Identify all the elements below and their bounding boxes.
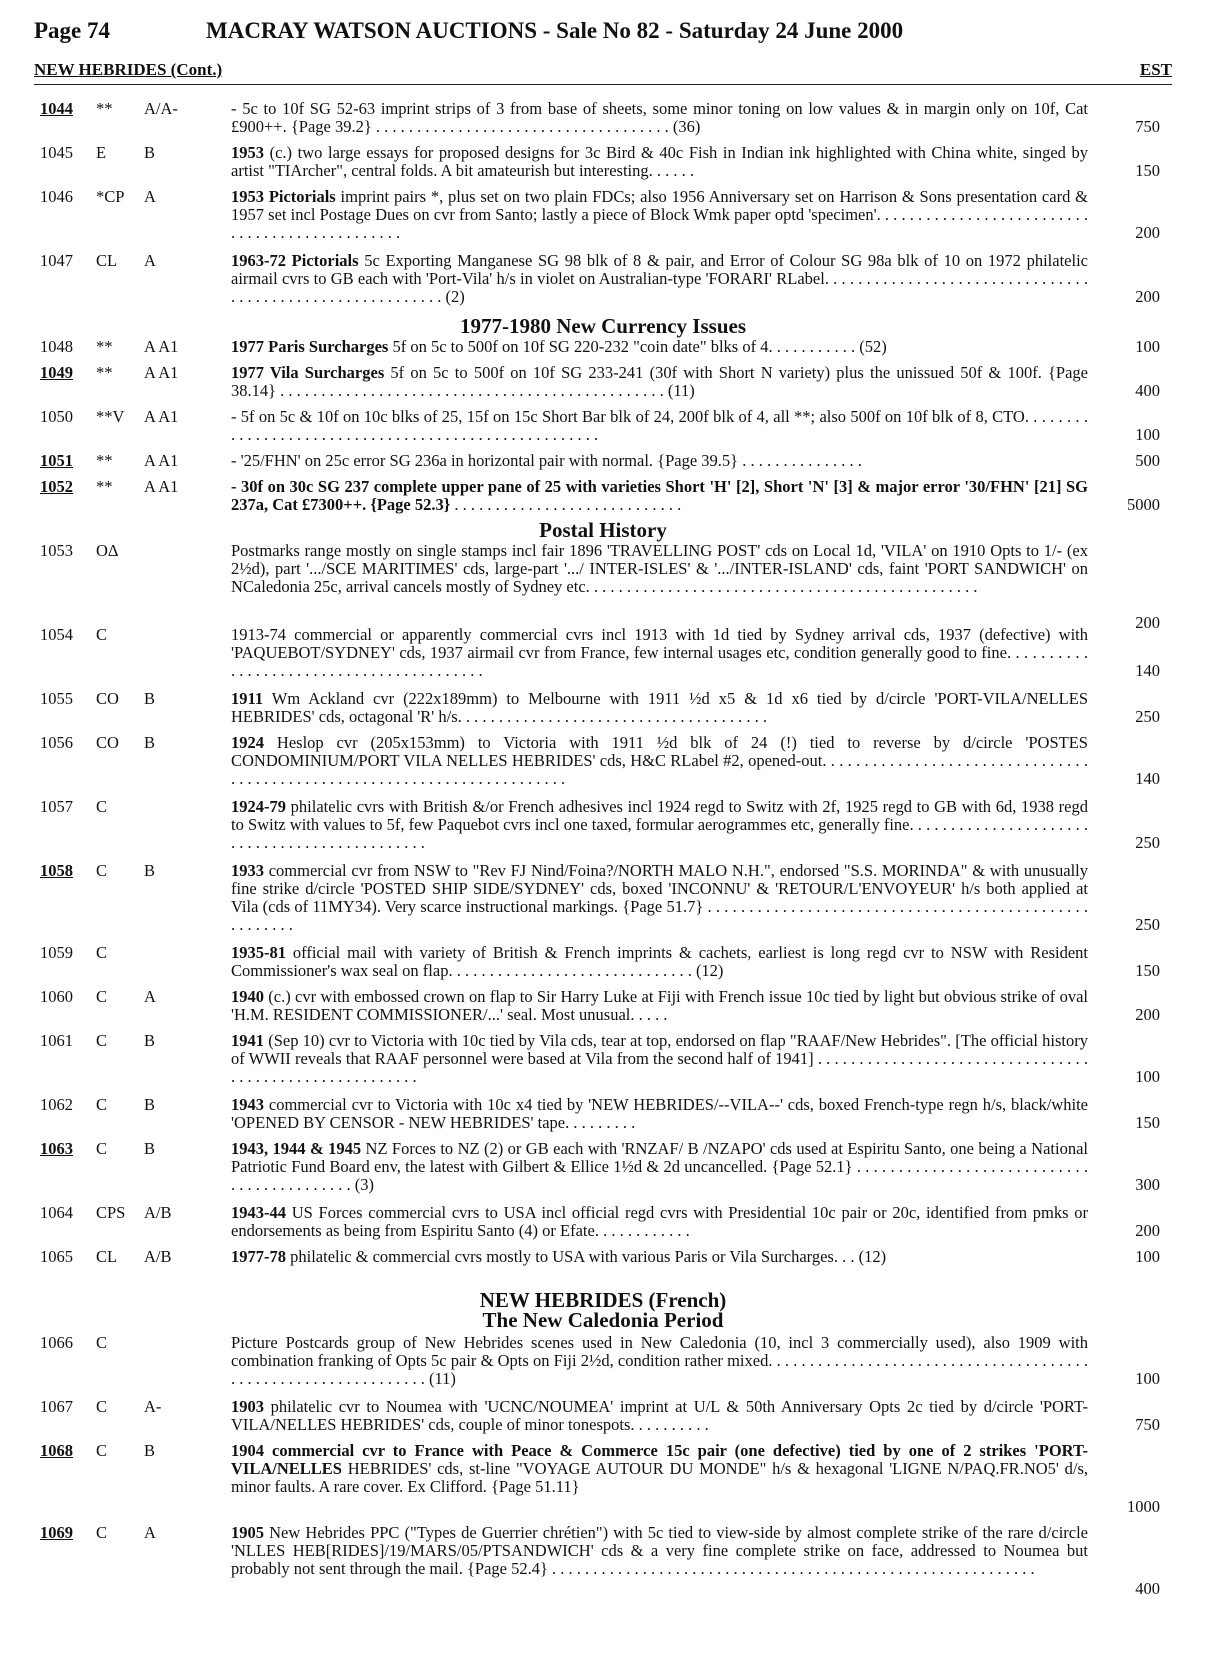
lot-condition: ** bbox=[96, 477, 113, 496]
lot-description: 1941 (Sep 10) cvr to Victoria with 10c tied by Vila cds, tear at top, endorsed on flap "RAAF/New Hebrides". [The official history of WWII reveals that RAAF personnel were based at Vila from the second half of 1941] . . . . . . . . . . . . . . . . . . . . . . . . . . . . . . . . . . . . . . . . . . . . . . . . . . . . . . . . bbox=[231, 1031, 1088, 1086]
lot-estimate: 100 bbox=[1135, 425, 1160, 444]
lot-condition: *CP bbox=[96, 187, 125, 206]
lot-number: 1065 bbox=[40, 1247, 73, 1266]
lot-condition: CO bbox=[96, 733, 119, 752]
lot-grade: B bbox=[144, 689, 156, 708]
section-heading-postal-history: Postal History bbox=[539, 518, 667, 542]
lot-condition: C bbox=[96, 625, 108, 644]
lot-grade: A A1 bbox=[144, 407, 179, 426]
lot-grade: A A1 bbox=[144, 363, 179, 382]
lot-condition: ** bbox=[96, 99, 113, 118]
lot-condition: C bbox=[96, 1031, 108, 1050]
lot-number: 1052 bbox=[40, 477, 73, 496]
lot-description: 1943, 1944 & 1945 NZ Forces to NZ (2) or GB each with 'RNZAF/ B /NZAPO' cds used at Espiritu Santo, one being a National Patriotic Fund Board env, the latest with Gilbert & Ellice 1½d & 2d uncancelled. {Page 52.1} . . . . . . . . . . . . . . . . . . . . . . . . . . . . . . . . . . . . . . . . . . . (3) bbox=[231, 1139, 1088, 1194]
page-header bbox=[34, 18, 1172, 48]
lot-grade: A A1 bbox=[144, 477, 179, 496]
lot-condition: C bbox=[96, 861, 108, 880]
lot-number: 1069 bbox=[40, 1523, 73, 1542]
lot-grade: B bbox=[144, 733, 156, 752]
lot-number: 1063 bbox=[40, 1139, 73, 1158]
lot-description: 1911 Wm Ackland cvr (222x189mm) to Melbourne with 1911 ½d x5 & 1d x6 tied by d/circle 'PORT-VILA/NELLES HEBRIDES' cds, octagonal 'R' h/s. . . . . . . . . . . . . . . . . . . . . . . . . . . . . . . . . . . . . . bbox=[231, 689, 1088, 726]
lot-condition: CL bbox=[96, 1247, 118, 1266]
lot-estimate: 140 bbox=[1135, 769, 1160, 788]
lot-condition: CPS bbox=[96, 1203, 126, 1222]
lot-grade: A bbox=[144, 1523, 156, 1542]
lot-condition: CL bbox=[96, 251, 118, 270]
lot-estimate: 200 bbox=[1135, 287, 1160, 306]
header-rule bbox=[34, 84, 1172, 85]
lot-description: 1924-79 philatelic cvrs with British &/or French adhesives incl 1924 regd to Switz with 2f, 1925 regd to GB with 6d, 1938 regd to Switz with values to 5f, few Paquebot cvrs incl one taxed, formular aerogrammes etc, generally fine. . . . . . . . . . . . . . . . . . . . . . . . . . . . . . . . . . . . . . . . . . . . . . bbox=[231, 797, 1088, 852]
section-header bbox=[34, 60, 1172, 80]
lot-estimate: 1000 bbox=[1127, 1497, 1160, 1516]
lot-grade: A/A- bbox=[144, 99, 178, 118]
lot-description: 1953 (c.) two large essays for proposed designs for 3c Bird & 40c Fish in Indian ink highlighted with China white, singed by artist "TIArcher", central folds. A bit amateurish but interesting. . . . . . bbox=[231, 143, 1088, 180]
lot-estimate: 100 bbox=[1135, 337, 1160, 356]
lot-estimate: 750 bbox=[1135, 1415, 1160, 1434]
lot-description: 1953 Pictorials imprint pairs *, plus set on two plain FDCs; also 1956 Anniversary set on Harrison & Sons presentation card & 1957 set incl Postage Dues on cvr from Santo; lastly a piece of Block Wmk paper optd 'specimen'. . . . . . . . . . . . . . . . . . . . . . . . . . . . . . . . . . . . . . . . . . . . . . . bbox=[231, 187, 1088, 242]
lot-description: Postmarks range mostly on single stamps incl fair 1896 'TRAVELLING POST' cds on Local 1d, 'VILA' on 1910 Opts to 1/- (ex 2½d), part '.../SCE MARITIMES' cds, large-part '.../ INTER-ISLES' & '.../INTER-ISLAND' cds, faint 'PORT SANDWICH' on NCaledonia 25c, arrival cancels mostly of Sydney etc. . . . . . . . . . . . . . . . . . . . . . . . . . . . . . . . . . . . . . . . . . . . . . . . bbox=[231, 541, 1088, 596]
lot-grade: B bbox=[144, 1139, 156, 1158]
lot-estimate: 200 bbox=[1135, 1005, 1160, 1024]
lot-grade: A A1 bbox=[144, 451, 179, 470]
lot-estimate: 150 bbox=[1135, 961, 1160, 980]
lot-estimate: 200 bbox=[1135, 1221, 1160, 1240]
lot-number: 1066 bbox=[40, 1333, 73, 1352]
lot-grade: A/B bbox=[144, 1203, 172, 1222]
lot-condition: C bbox=[96, 943, 108, 962]
lot-description: 1933 commercial cvr from NSW to "Rev FJ Nind/Foina?/NORTH MALO N.H.", endorsed "S.S. MORINDA" & with unusually fine strike d/circle 'POSTED SHIP SIDE/SYDNEY' cds, boxed 'INCONNU' & 'RETOUR/L'ENVOYEUR' h/s both applied at Vila (cds of 11MY34). Very scarce instructional markings. {Page 51.7} . . . . . . . . . . . . . . . . . . . . . . . . . . . . . . . . . . . . . . . . . . . . . . . . . . . . . . bbox=[231, 861, 1088, 934]
lot-number: 1060 bbox=[40, 987, 73, 1006]
lot-description: 1963-72 Pictorials 5c Exporting Manganese SG 98 blk of 8 & pair, and Error of Colour SG 98a blk of 10 on 1972 philatelic airmail cvrs to GB each with 'Port-Vila' h/s in violet on Australian-type 'FORARI' RLabel. . . . . . . . . . . . . . . . . . . . . . . . . . . . . . . . . . . . . . . . . . . . . . . . . . . . . . . . . . (2) bbox=[231, 251, 1088, 306]
lot-estimate: 150 bbox=[1135, 161, 1160, 180]
lot-condition: ** bbox=[96, 451, 113, 470]
section-heading-french: NEW HEBRIDES (French) bbox=[479, 1288, 727, 1312]
lot-estimate: 750 bbox=[1135, 117, 1160, 136]
lot-description: 1977-78 philatelic & commercial cvrs mostly to USA with various Paris or Vila Surcharges. . . (12) bbox=[231, 1247, 887, 1266]
lot-description: 1943 commercial cvr to Victoria with 10c x4 tied by 'NEW HEBRIDES/--VILA--' cds, boxed French-type regn h/s, black/white 'OPENED BY CENSOR - NEW HEBRIDES' tape. . . . . . . . . bbox=[231, 1095, 1088, 1132]
lot-number: 1051 bbox=[40, 451, 73, 470]
lot-number: 1054 bbox=[40, 625, 73, 644]
lot-grade: A bbox=[144, 987, 156, 1006]
section-title: NEW HEBRIDES (Cont.) bbox=[34, 60, 223, 79]
lot-grade: B bbox=[144, 1031, 156, 1050]
lot-condition: C bbox=[96, 797, 108, 816]
lot-estimate: 400 bbox=[1135, 381, 1160, 400]
lot-condition: C bbox=[96, 1397, 108, 1416]
lot-grade: A/B bbox=[144, 1247, 172, 1266]
lot-description: - 30f on 30c SG 237 complete upper pane of 25 with varieties Short 'H' [2], Short 'N' [3] & major error '30/FHN' [21] SG 237a, Cat £7300++. {Page 52.3} . . . . . . . . . . . . . . . . . . . . . . . . . . . . bbox=[231, 477, 1088, 514]
lot-number: 1056 bbox=[40, 733, 73, 752]
lot-description: 1977 Vila Surcharges 5f on 5c to 500f on 10f SG 233-241 (30f with Short N variety) plus the unissued 50f & 100f. {Page 38.14} . . . . . . . . . . . . . . . . . . . . . . . . . . . . . . . . . . . . . . . . . . . . . . . (11) bbox=[231, 363, 1088, 400]
lot-condition: OΔ bbox=[96, 541, 119, 560]
lot-number: 1053 bbox=[40, 541, 73, 560]
lot-description: 1903 philatelic cvr to Noumea with 'UCNC/NOUMEA' imprint at U/L & 50th Anniversary Opts 2c tied by d/circle 'PORT-VILA/NELLES HEBRIDES' cds, couple of minor tonespots. . . . . . . . . . bbox=[231, 1397, 1088, 1434]
lot-grade: B bbox=[144, 1441, 156, 1460]
lot-grade: A bbox=[144, 187, 156, 206]
lot-condition: CO bbox=[96, 689, 119, 708]
lot-number: 1047 bbox=[40, 251, 73, 270]
lot-number: 1057 bbox=[40, 797, 73, 816]
lot-grade: A- bbox=[144, 1397, 162, 1416]
lot-estimate: 500 bbox=[1135, 451, 1160, 470]
section-heading-new-currency: 1977-1980 New Currency Issues bbox=[459, 314, 746, 338]
lot-estimate: 140 bbox=[1135, 661, 1160, 680]
lot-number: 1044 bbox=[40, 99, 73, 118]
lot-estimate: 200 bbox=[1135, 613, 1160, 632]
lot-description: - 5f on 5c & 10f on 10c blks of 25, 15f on 15c Short Bar blk of 24, 200f blk of 4, all **; also 500f on 10f blk of 8, CTO. . . . . . . . . . . . . . . . . . . . . . . . . . . . . . . . . . . . . . . . . . . . . . . . . . . . . bbox=[231, 407, 1088, 444]
lot-description: - '25/FHN' on 25c error SG 236a in horizontal pair with normal. {Page 39.5} . . . . . . . . . . . . . . . bbox=[231, 451, 862, 470]
lot-condition: C bbox=[96, 1095, 108, 1114]
lot-number: 1055 bbox=[40, 689, 73, 708]
lot-number: 1058 bbox=[40, 861, 73, 880]
lot-estimate: 100 bbox=[1135, 1067, 1160, 1086]
lot-description: 1905 New Hebrides PPC ("Types de Guerrier chrétien") with 5c tied to view-side by almost complete strike of the rare d/circle 'NLLES HEB[RIDES]/19/MARS/05/PTSANDWICH' cds & a very fine complete strike on face, addressed to Noumea but probably not sent through the mail. {Page 52.4} . . . . . . . . . . . . . . . . . . . . . . . . . . . . . . . . . . . . . . . . . . . . . . . . . . . . . . . . . . . bbox=[231, 1523, 1088, 1578]
lot-estimate: 250 bbox=[1135, 707, 1160, 726]
page-number: Page 74 bbox=[34, 18, 111, 43]
lot-condition: C bbox=[96, 1333, 108, 1352]
lot-estimate: 300 bbox=[1135, 1175, 1160, 1194]
lot-number: 1064 bbox=[40, 1203, 73, 1222]
lot-description: 1935-81 official mail with variety of British & French imprints & cachets, earliest is long regd cvr to NSW with Resident Commissioner's wax seal on flap. . . . . . . . . . . . . . . . . . . . . . . . . . . . . . (12) bbox=[231, 943, 1088, 980]
lot-estimate: 150 bbox=[1135, 1113, 1160, 1132]
lot-number: 1068 bbox=[40, 1441, 73, 1460]
lot-estimate: 250 bbox=[1135, 915, 1160, 934]
lot-estimate: 5000 bbox=[1127, 495, 1160, 514]
lot-description: - 5c to 10f SG 52-63 imprint strips of 3 from base of sheets, some minor toning on low values & in margin only on 10f, Cat £900++. {Page 39.2} . . . . . . . . . . . . . . . . . . . . . . . . . . . . . . . . . . . . (36) bbox=[231, 99, 1088, 136]
lot-grade: A bbox=[144, 251, 156, 270]
lot-description: 1913-74 commercial or apparently commercial cvrs incl 1913 with 1d tied by Sydney arrival cds, 1937 (defective) with 'PAQUEBOT/SYDNEY' cds, 1937 airmail cvr from France, few internal usages etc, condition generally good to fine. . . . . . . . . . . . . . . . . . . . . . . . . . . . . . . . . . . . . . . . . bbox=[231, 625, 1088, 680]
lot-estimate: 400 bbox=[1135, 1579, 1160, 1598]
lot-number: 1067 bbox=[40, 1397, 73, 1416]
lot-estimate: 100 bbox=[1135, 1247, 1160, 1266]
auction-title: MACRAY WATSON AUCTIONS - Sale No 82 - Saturday 24 June 2000 bbox=[206, 18, 904, 43]
lot-estimate: 100 bbox=[1135, 1369, 1160, 1388]
lot-number: 1061 bbox=[40, 1031, 73, 1050]
lot-number: 1049 bbox=[40, 363, 73, 382]
lot-number: 1062 bbox=[40, 1095, 73, 1114]
lot-description: 1943-44 US Forces commercial cvrs to USA incl official regd cvrs with Presidential 10c pair or 20c, identified from pmks or endorsements as being from Espiritu Santo (4) or Efate. . . . . . . . . . . . bbox=[231, 1203, 1088, 1240]
lot-description: 1924 Heslop cvr (205x153mm) to Victoria with 1911 ½d blk of 24 (!) tied to reverse by d/circle 'POSTES CONDOMINIUM/PORT VILA NELLES HEBRIDES' cds, H&C RLabel #2, opened-out. . . . . . . . . . . . . . . . . . . . . . . . . . . . . . . . . . . . . . . . . . . . . . . . . . . . . . . . . . . . . . . . . . . . . . . . . bbox=[231, 733, 1088, 788]
lot-condition: E bbox=[96, 143, 107, 162]
lot-number: 1045 bbox=[40, 143, 73, 162]
lot-description: Picture Postcards group of New Hebrides scenes used in New Caledonia (10, incl 3 commercially used), also 1909 with combination franking of Opts 5c pair & Opts on Fiji 2½d, condition rather mixed. . . . . . . . . . . . . . . . . . . . . . . . . . . . . . . . . . . . . . . . . . . . . . . . . . . . . . . . . . . . . . . (11) bbox=[231, 1333, 1088, 1388]
lot-number: 1050 bbox=[40, 407, 73, 426]
lot-description: 1904 commercial cvr to France with Peace & Commerce 15c pair (one defective) tied by one of 2 strikes 'PORT-VILA/NELLES HEBRIDES' cds, st-line "VOYAGE AUTOUR DU MONDE" h/s & hexagonal 'LIGNE N/PAQ.FR.NO5' d/s, minor faults. A rare cover. Ex Clifford. {Page 51.11} bbox=[231, 1441, 1088, 1496]
lot-condition: C bbox=[96, 1139, 108, 1158]
lot-grade: A A1 bbox=[144, 337, 179, 356]
lot-description: 1977 Paris Surcharges 5f on 5c to 500f on 10f SG 220-232 "coin date" blks of 4. . . . . . . . . . . (52) bbox=[231, 337, 887, 356]
lot-grade: B bbox=[144, 1095, 156, 1114]
lot-condition: C bbox=[96, 987, 108, 1006]
lot-number: 1048 bbox=[40, 337, 73, 356]
lot-grade: B bbox=[144, 861, 156, 880]
lot-condition: **V bbox=[96, 407, 125, 426]
lot-grade: B bbox=[144, 143, 156, 162]
lot-number: 1059 bbox=[40, 943, 73, 962]
lot-description: 1940 (c.) cvr with embossed crown on flap to Sir Harry Luke at Fiji with French issue 10c tied by light but obvious strike of oval 'H.M. RESIDENT COMMISSIONER/...' seal. Most unusual. . . . . bbox=[231, 987, 1088, 1024]
lot-condition: ** bbox=[96, 363, 113, 382]
lot-estimate: 250 bbox=[1135, 833, 1160, 852]
est-column-label: EST bbox=[1139, 60, 1172, 79]
lot-condition: C bbox=[96, 1523, 108, 1542]
section-heading-new-caledonia: The New Caledonia Period bbox=[482, 1308, 724, 1332]
lot-condition: C bbox=[96, 1441, 108, 1460]
lot-condition: ** bbox=[96, 337, 113, 356]
lot-estimate: 200 bbox=[1135, 223, 1160, 242]
lot-number: 1046 bbox=[40, 187, 73, 206]
